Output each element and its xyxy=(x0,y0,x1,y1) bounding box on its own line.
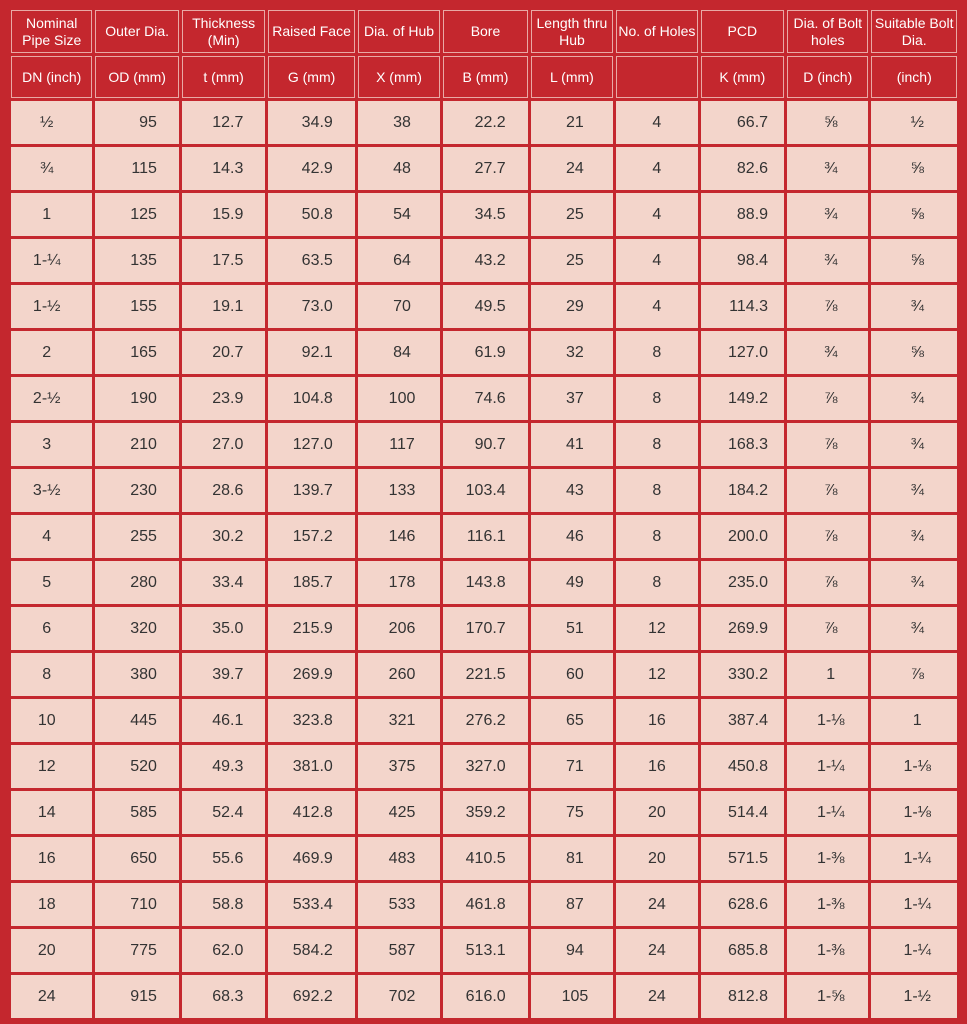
table-row xyxy=(11,975,957,1018)
cell-thickness: 20.7 xyxy=(182,331,265,374)
cell-dn: 10 xyxy=(11,699,92,742)
cell-bore: 43.2 xyxy=(443,239,527,282)
cell-thickness: 14.3 xyxy=(182,147,265,190)
cell-thickness: 68.3 xyxy=(182,975,265,1018)
cell-od: 190 xyxy=(95,377,178,420)
cell-length-thru-hub: 94 xyxy=(531,929,613,972)
cell-raised-face: 692.2 xyxy=(268,975,354,1018)
unit-holes xyxy=(616,56,697,98)
unit-t: t (mm) xyxy=(182,56,265,98)
cell-bore: 61.9 xyxy=(443,331,527,374)
cell-pcd: 330.2 xyxy=(701,653,784,696)
cell-pcd: 812.8 xyxy=(701,975,784,1018)
cell-bore: 143.8 xyxy=(443,561,527,604)
cell-od: 230 xyxy=(95,469,178,512)
cell-holes: 8 xyxy=(616,469,697,512)
cell-thickness: 52.4 xyxy=(182,791,265,834)
cell-bore: 327.0 xyxy=(443,745,527,788)
cell-raised-face: 50.8 xyxy=(268,193,354,236)
cell-pcd: 127.0 xyxy=(701,331,784,374)
cell-od: 125 xyxy=(95,193,178,236)
cell-bore: 116.1 xyxy=(443,515,527,558)
table-row xyxy=(11,193,957,236)
cell-bolt-hole-dia: ⅝ xyxy=(787,101,868,144)
cell-bolt-hole-dia: ⅞ xyxy=(787,561,868,604)
cell-bore: 359.2 xyxy=(443,791,527,834)
cell-bolt-hole-dia: 1 xyxy=(787,653,868,696)
cell-holes: 4 xyxy=(616,239,697,282)
unit-dn: DN (inch) xyxy=(11,56,92,98)
header-raised-face: Raised Face xyxy=(268,10,354,53)
table-row xyxy=(11,239,957,282)
cell-bolt-dia: 1 xyxy=(871,699,957,742)
cell-holes: 24 xyxy=(616,975,697,1018)
cell-hub-dia: 84 xyxy=(358,331,440,374)
cell-hub-dia: 533 xyxy=(358,883,440,926)
cell-thickness: 15.9 xyxy=(182,193,265,236)
cell-pcd: 685.8 xyxy=(701,929,784,972)
cell-bore: 276.2 xyxy=(443,699,527,742)
cell-bore: 461.8 xyxy=(443,883,527,926)
cell-bore: 513.1 xyxy=(443,929,527,972)
cell-od: 915 xyxy=(95,975,178,1018)
table-row xyxy=(11,285,957,328)
cell-bolt-hole-dia: ¾ xyxy=(787,239,868,282)
cell-bore: 170.7 xyxy=(443,607,527,650)
table-row xyxy=(11,607,957,650)
cell-pcd: 66.7 xyxy=(701,101,784,144)
cell-length-thru-hub: 25 xyxy=(531,239,613,282)
cell-od: 115 xyxy=(95,147,178,190)
cell-thickness: 62.0 xyxy=(182,929,265,972)
header-bore: Bore xyxy=(443,10,527,53)
cell-bolt-hole-dia: ⅞ xyxy=(787,423,868,466)
cell-bore: 34.5 xyxy=(443,193,527,236)
cell-od: 445 xyxy=(95,699,178,742)
cell-hub-dia: 48 xyxy=(358,147,440,190)
cell-dn: 3-½ xyxy=(11,469,92,512)
cell-thickness: 27.0 xyxy=(182,423,265,466)
cell-bolt-hole-dia: 1-⅛ xyxy=(787,699,868,742)
cell-pcd: 200.0 xyxy=(701,515,784,558)
unit-x: X (mm) xyxy=(358,56,440,98)
table-row xyxy=(11,331,957,374)
cell-bore: 27.7 xyxy=(443,147,527,190)
cell-length-thru-hub: 29 xyxy=(531,285,613,328)
header-dia-of-hub: Dia. of Hub xyxy=(358,10,440,53)
cell-thickness: 30.2 xyxy=(182,515,265,558)
cell-bolt-dia: 1-⅛ xyxy=(871,745,957,788)
cell-holes: 16 xyxy=(616,699,697,742)
cell-thickness: 19.1 xyxy=(182,285,265,328)
header-pcd: PCD xyxy=(701,10,784,53)
cell-length-thru-hub: 32 xyxy=(531,331,613,374)
header-length-thru-hub: Length thru Hub xyxy=(531,10,613,53)
table-row xyxy=(11,699,957,742)
flange-dimension-table xyxy=(8,7,960,1021)
cell-bolt-dia: ⅝ xyxy=(871,193,957,236)
cell-holes: 8 xyxy=(616,423,697,466)
cell-length-thru-hub: 75 xyxy=(531,791,613,834)
cell-thickness: 49.3 xyxy=(182,745,265,788)
cell-bolt-dia: ¾ xyxy=(871,469,957,512)
cell-raised-face: 92.1 xyxy=(268,331,354,374)
cell-od: 585 xyxy=(95,791,178,834)
cell-thickness: 35.0 xyxy=(182,607,265,650)
cell-dn: 3 xyxy=(11,423,92,466)
cell-bolt-dia: 1-½ xyxy=(871,975,957,1018)
cell-length-thru-hub: 65 xyxy=(531,699,613,742)
cell-dn: 16 xyxy=(11,837,92,880)
cell-dn: 6 xyxy=(11,607,92,650)
cell-dn: 1-¼ xyxy=(11,239,92,282)
cell-length-thru-hub: 43 xyxy=(531,469,613,512)
unit-b: B (mm) xyxy=(443,56,527,98)
cell-holes: 20 xyxy=(616,837,697,880)
table-row xyxy=(11,377,957,420)
cell-od: 210 xyxy=(95,423,178,466)
cell-holes: 4 xyxy=(616,101,697,144)
table-row xyxy=(11,515,957,558)
cell-holes: 4 xyxy=(616,193,697,236)
cell-bolt-hole-dia: ¾ xyxy=(787,331,868,374)
cell-length-thru-hub: 81 xyxy=(531,837,613,880)
cell-hub-dia: 70 xyxy=(358,285,440,328)
cell-dn: 1 xyxy=(11,193,92,236)
cell-raised-face: 269.9 xyxy=(268,653,354,696)
cell-hub-dia: 64 xyxy=(358,239,440,282)
cell-bore: 616.0 xyxy=(443,975,527,1018)
cell-thickness: 23.9 xyxy=(182,377,265,420)
cell-length-thru-hub: 21 xyxy=(531,101,613,144)
cell-dn: 2-½ xyxy=(11,377,92,420)
cell-bore: 74.6 xyxy=(443,377,527,420)
cell-bolt-dia: ⅝ xyxy=(871,239,957,282)
cell-holes: 16 xyxy=(616,745,697,788)
cell-raised-face: 157.2 xyxy=(268,515,354,558)
cell-length-thru-hub: 51 xyxy=(531,607,613,650)
table-row xyxy=(11,837,957,880)
cell-dn: 1-½ xyxy=(11,285,92,328)
header-outer-dia: Outer Dia. xyxy=(95,10,178,53)
cell-bolt-hole-dia: 1-¼ xyxy=(787,791,868,834)
cell-bolt-dia: ¾ xyxy=(871,515,957,558)
cell-length-thru-hub: 105 xyxy=(531,975,613,1018)
cell-hub-dia: 38 xyxy=(358,101,440,144)
cell-bolt-dia: ¾ xyxy=(871,423,957,466)
unit-k: K (mm) xyxy=(701,56,784,98)
cell-od: 155 xyxy=(95,285,178,328)
cell-holes: 8 xyxy=(616,377,697,420)
cell-holes: 8 xyxy=(616,515,697,558)
table-row xyxy=(11,653,957,696)
cell-hub-dia: 133 xyxy=(358,469,440,512)
cell-bolt-dia: ¾ xyxy=(871,377,957,420)
cell-thickness: 33.4 xyxy=(182,561,265,604)
unit-l: L (mm) xyxy=(531,56,613,98)
cell-bore: 49.5 xyxy=(443,285,527,328)
cell-hub-dia: 54 xyxy=(358,193,440,236)
cell-raised-face: 42.9 xyxy=(268,147,354,190)
cell-bolt-dia: 1-⅛ xyxy=(871,791,957,834)
cell-hub-dia: 178 xyxy=(358,561,440,604)
cell-pcd: 571.5 xyxy=(701,837,784,880)
cell-dn: 12 xyxy=(11,745,92,788)
cell-bolt-dia: ⅞ xyxy=(871,653,957,696)
header-row-titles xyxy=(11,10,957,53)
unit-g: G (mm) xyxy=(268,56,354,98)
cell-raised-face: 139.7 xyxy=(268,469,354,512)
cell-holes: 12 xyxy=(616,653,697,696)
cell-bore: 221.5 xyxy=(443,653,527,696)
cell-bolt-hole-dia: 1-⅜ xyxy=(787,929,868,972)
cell-od: 320 xyxy=(95,607,178,650)
cell-od: 165 xyxy=(95,331,178,374)
cell-raised-face: 104.8 xyxy=(268,377,354,420)
cell-dn: 24 xyxy=(11,975,92,1018)
unit-bolt: (inch) xyxy=(871,56,957,98)
header-suitable-bolt-dia: Suitable Bolt Dia. xyxy=(871,10,957,53)
table-row xyxy=(11,147,957,190)
cell-bolt-dia: 1-¼ xyxy=(871,929,957,972)
cell-dn: 18 xyxy=(11,883,92,926)
cell-dn: ½ xyxy=(11,101,92,144)
cell-hub-dia: 483 xyxy=(358,837,440,880)
cell-thickness: 39.7 xyxy=(182,653,265,696)
cell-bolt-dia: ¾ xyxy=(871,561,957,604)
cell-raised-face: 533.4 xyxy=(268,883,354,926)
cell-pcd: 98.4 xyxy=(701,239,784,282)
cell-od: 95 xyxy=(95,101,178,144)
cell-thickness: 58.8 xyxy=(182,883,265,926)
cell-od: 775 xyxy=(95,929,178,972)
cell-od: 380 xyxy=(95,653,178,696)
table-row xyxy=(11,101,957,144)
cell-bolt-dia: ½ xyxy=(871,101,957,144)
cell-dn: 5 xyxy=(11,561,92,604)
cell-pcd: 387.4 xyxy=(701,699,784,742)
cell-raised-face: 34.9 xyxy=(268,101,354,144)
cell-raised-face: 215.9 xyxy=(268,607,354,650)
cell-bore: 22.2 xyxy=(443,101,527,144)
cell-thickness: 12.7 xyxy=(182,101,265,144)
cell-pcd: 82.6 xyxy=(701,147,784,190)
cell-holes: 4 xyxy=(616,285,697,328)
cell-raised-face: 469.9 xyxy=(268,837,354,880)
cell-bolt-hole-dia: 1-⅜ xyxy=(787,883,868,926)
cell-bolt-hole-dia: ⅞ xyxy=(787,377,868,420)
cell-pcd: 628.6 xyxy=(701,883,784,926)
cell-length-thru-hub: 49 xyxy=(531,561,613,604)
cell-od: 280 xyxy=(95,561,178,604)
cell-hub-dia: 100 xyxy=(358,377,440,420)
cell-hub-dia: 260 xyxy=(358,653,440,696)
cell-length-thru-hub: 87 xyxy=(531,883,613,926)
cell-dn: 20 xyxy=(11,929,92,972)
table-row xyxy=(11,745,957,788)
table-row xyxy=(11,561,957,604)
cell-length-thru-hub: 71 xyxy=(531,745,613,788)
cell-hub-dia: 146 xyxy=(358,515,440,558)
cell-length-thru-hub: 37 xyxy=(531,377,613,420)
cell-dn: 2 xyxy=(11,331,92,374)
cell-bore: 90.7 xyxy=(443,423,527,466)
cell-bolt-hole-dia: ¾ xyxy=(787,147,868,190)
cell-hub-dia: 425 xyxy=(358,791,440,834)
cell-raised-face: 63.5 xyxy=(268,239,354,282)
cell-pcd: 450.8 xyxy=(701,745,784,788)
cell-holes: 20 xyxy=(616,791,697,834)
cell-bolt-hole-dia: 1-¼ xyxy=(787,745,868,788)
cell-od: 520 xyxy=(95,745,178,788)
cell-pcd: 168.3 xyxy=(701,423,784,466)
cell-hub-dia: 206 xyxy=(358,607,440,650)
cell-length-thru-hub: 60 xyxy=(531,653,613,696)
table-row xyxy=(11,469,957,512)
cell-bolt-hole-dia: ⅞ xyxy=(787,285,868,328)
table-row xyxy=(11,883,957,926)
cell-thickness: 28.6 xyxy=(182,469,265,512)
cell-hub-dia: 321 xyxy=(358,699,440,742)
cell-bolt-hole-dia: ¾ xyxy=(787,193,868,236)
cell-hub-dia: 702 xyxy=(358,975,440,1018)
table-body xyxy=(11,101,957,1018)
cell-length-thru-hub: 46 xyxy=(531,515,613,558)
cell-bolt-dia: 1-¼ xyxy=(871,883,957,926)
cell-pcd: 514.4 xyxy=(701,791,784,834)
header-thickness: Thickness (Min) xyxy=(182,10,265,53)
cell-bore: 410.5 xyxy=(443,837,527,880)
cell-raised-face: 584.2 xyxy=(268,929,354,972)
cell-bolt-dia: ⅝ xyxy=(871,331,957,374)
cell-thickness: 46.1 xyxy=(182,699,265,742)
unit-od: OD (mm) xyxy=(95,56,178,98)
cell-holes: 24 xyxy=(616,929,697,972)
cell-pcd: 269.9 xyxy=(701,607,784,650)
cell-bolt-hole-dia: ⅞ xyxy=(787,515,868,558)
cell-hub-dia: 117 xyxy=(358,423,440,466)
cell-raised-face: 323.8 xyxy=(268,699,354,742)
header-no-of-holes: No. of Holes xyxy=(616,10,697,53)
cell-pcd: 149.2 xyxy=(701,377,784,420)
table-row xyxy=(11,423,957,466)
cell-bolt-hole-dia: 1-⅝ xyxy=(787,975,868,1018)
cell-bolt-dia: ¾ xyxy=(871,607,957,650)
cell-holes: 8 xyxy=(616,561,697,604)
cell-dn: 4 xyxy=(11,515,92,558)
cell-dn: 14 xyxy=(11,791,92,834)
cell-holes: 8 xyxy=(616,331,697,374)
cell-raised-face: 127.0 xyxy=(268,423,354,466)
cell-thickness: 55.6 xyxy=(182,837,265,880)
cell-dn: ¾ xyxy=(11,147,92,190)
cell-thickness: 17.5 xyxy=(182,239,265,282)
cell-raised-face: 185.7 xyxy=(268,561,354,604)
cell-raised-face: 381.0 xyxy=(268,745,354,788)
cell-bolt-hole-dia: ⅞ xyxy=(787,469,868,512)
cell-pcd: 184.2 xyxy=(701,469,784,512)
cell-od: 710 xyxy=(95,883,178,926)
table-row xyxy=(11,791,957,834)
cell-raised-face: 73.0 xyxy=(268,285,354,328)
unit-d: D (inch) xyxy=(787,56,868,98)
cell-od: 255 xyxy=(95,515,178,558)
cell-hub-dia: 375 xyxy=(358,745,440,788)
cell-holes: 12 xyxy=(616,607,697,650)
cell-bolt-hole-dia: 1-⅜ xyxy=(787,837,868,880)
cell-bolt-dia: ¾ xyxy=(871,285,957,328)
cell-bolt-dia: 1-¼ xyxy=(871,837,957,880)
cell-bolt-dia: ⅝ xyxy=(871,147,957,190)
cell-length-thru-hub: 25 xyxy=(531,193,613,236)
header-dia-of-bolt-holes: Dia. of Bolt holes xyxy=(787,10,868,53)
cell-pcd: 88.9 xyxy=(701,193,784,236)
cell-holes: 4 xyxy=(616,147,697,190)
cell-raised-face: 412.8 xyxy=(268,791,354,834)
cell-pcd: 235.0 xyxy=(701,561,784,604)
cell-od: 135 xyxy=(95,239,178,282)
cell-length-thru-hub: 41 xyxy=(531,423,613,466)
cell-od: 650 xyxy=(95,837,178,880)
cell-pcd: 114.3 xyxy=(701,285,784,328)
cell-hub-dia: 587 xyxy=(358,929,440,972)
table-header xyxy=(11,10,957,98)
cell-length-thru-hub: 24 xyxy=(531,147,613,190)
table-row xyxy=(11,929,957,972)
cell-bore: 103.4 xyxy=(443,469,527,512)
cell-dn: 8 xyxy=(11,653,92,696)
cell-holes: 24 xyxy=(616,883,697,926)
header-row-units xyxy=(11,56,957,98)
cell-bolt-hole-dia: ⅞ xyxy=(787,607,868,650)
header-nominal-pipe-size: Nominal Pipe Size xyxy=(11,10,92,53)
